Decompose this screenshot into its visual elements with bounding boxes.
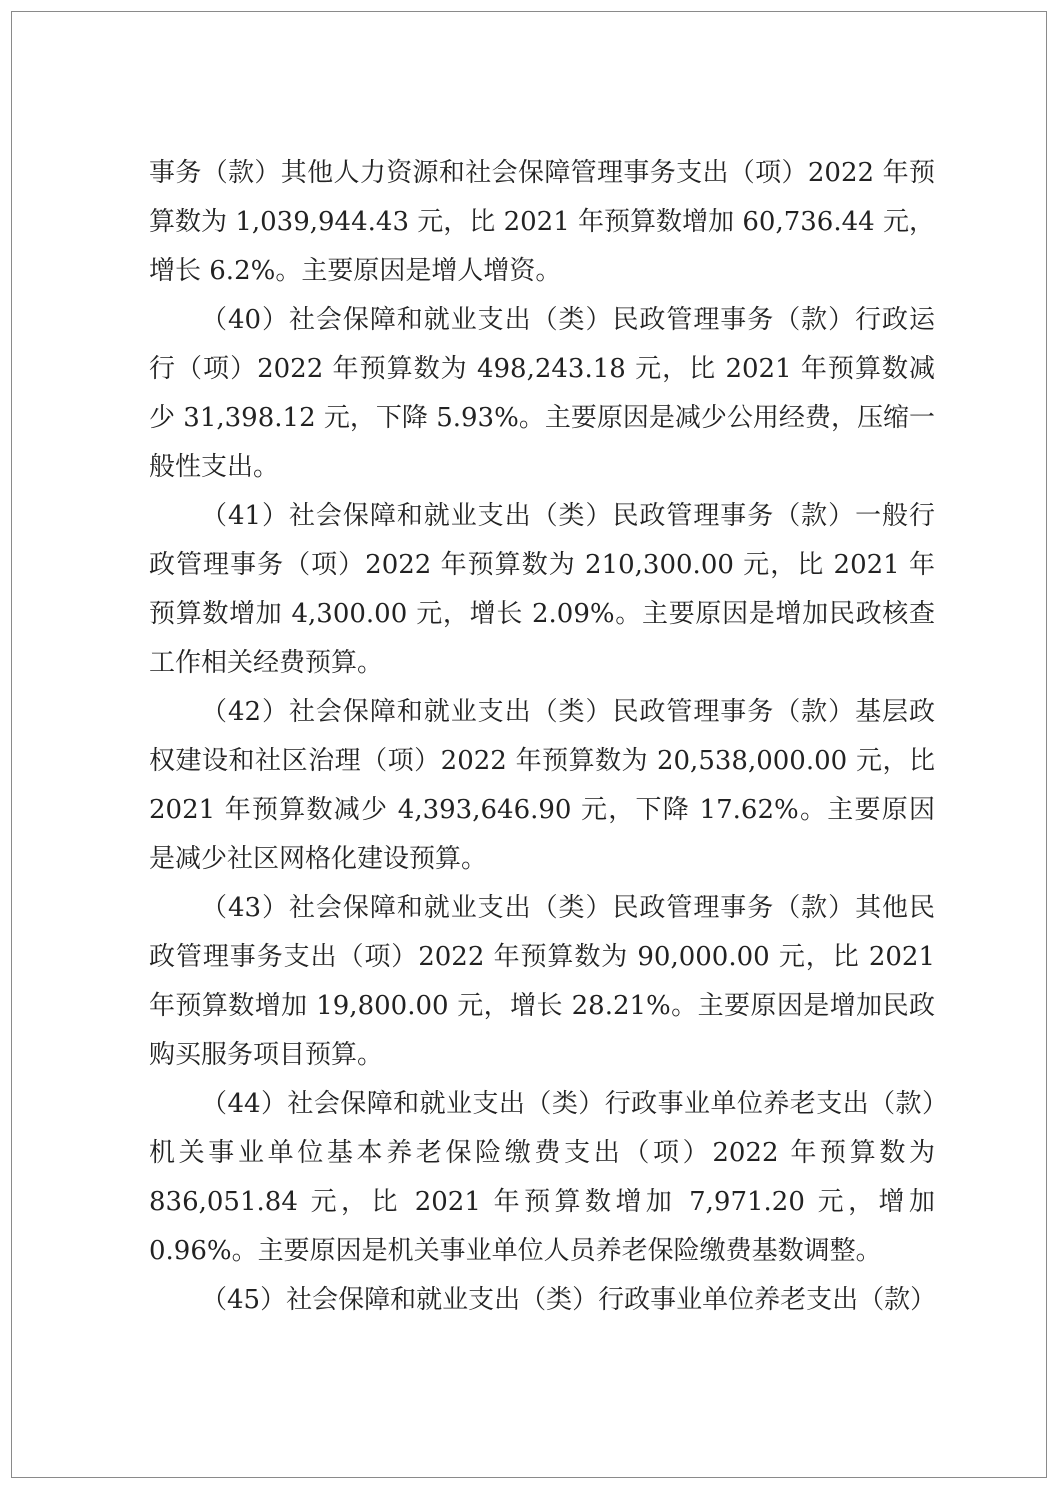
paragraph-item-44: （44）社会保障和就业支出（类）行政事业单位养老支出（款）机关事业单位基本养老保险缴费支出（项）2022 年预算数为 836,051.84 元，比 2021 年预算数增加 7,971.20 元，增加 0.96%。主要原因是机关事业单位人员养老保险缴费基数调整。 [149,1089,935,1266]
paragraph-item-40: （40）社会保障和就业支出（类）民政管理事务（款）行政运行（项）2022 年预算数为 498,243.18 元，比 2021 年预算数减少 31,398.12 元，下降 5.93%。主要原因是减少公用经费，压缩一般性支出。 [149,305,935,482]
paragraph-item-45: （45）社会保障和就业支出（类）行政事业单位养老支出（款） [201,1285,937,1315]
body-text [149,149,935,1325]
paragraph-continued: 事务（款）其他人力资源和社会保障管理事务支出（项）2022 年预算数为 1,039,944.43 元，比 2021 年预算数增加 60,736.44 元，增长 6.2%。主要原因是增人增资。 [149,158,935,286]
paragraph-item-42: （42）社会保障和就业支出（类）民政管理事务（款）基层政权建设和社区治理（项）2022 年预算数为 20,538,000.00 元，比 2021 年预算数减少 4,393,646.90 元，下降 17.62%。主要原因是减少社区网格化建设预算。 [149,697,935,874]
document-page [11,11,1047,1478]
paragraph-item-41: （41）社会保障和就业支出（类）民政管理事务（款）一般行政管理事务（项）2022 年预算数为 210,300.00 元，比 2021 年预算数增加 4,300.00 元，增长 2.09%。主要原因是增加民政核查工作相关经费预算。 [149,501,935,678]
paragraph-item-43: （43）社会保障和就业支出（类）民政管理事务（款）其他民政管理事务支出（项）2022 年预算数为 90,000.00 元，比 2021 年预算数增加 19,800.00 元，增长 28.21%。主要原因是增加民政购买服务项目预算。 [149,893,935,1070]
